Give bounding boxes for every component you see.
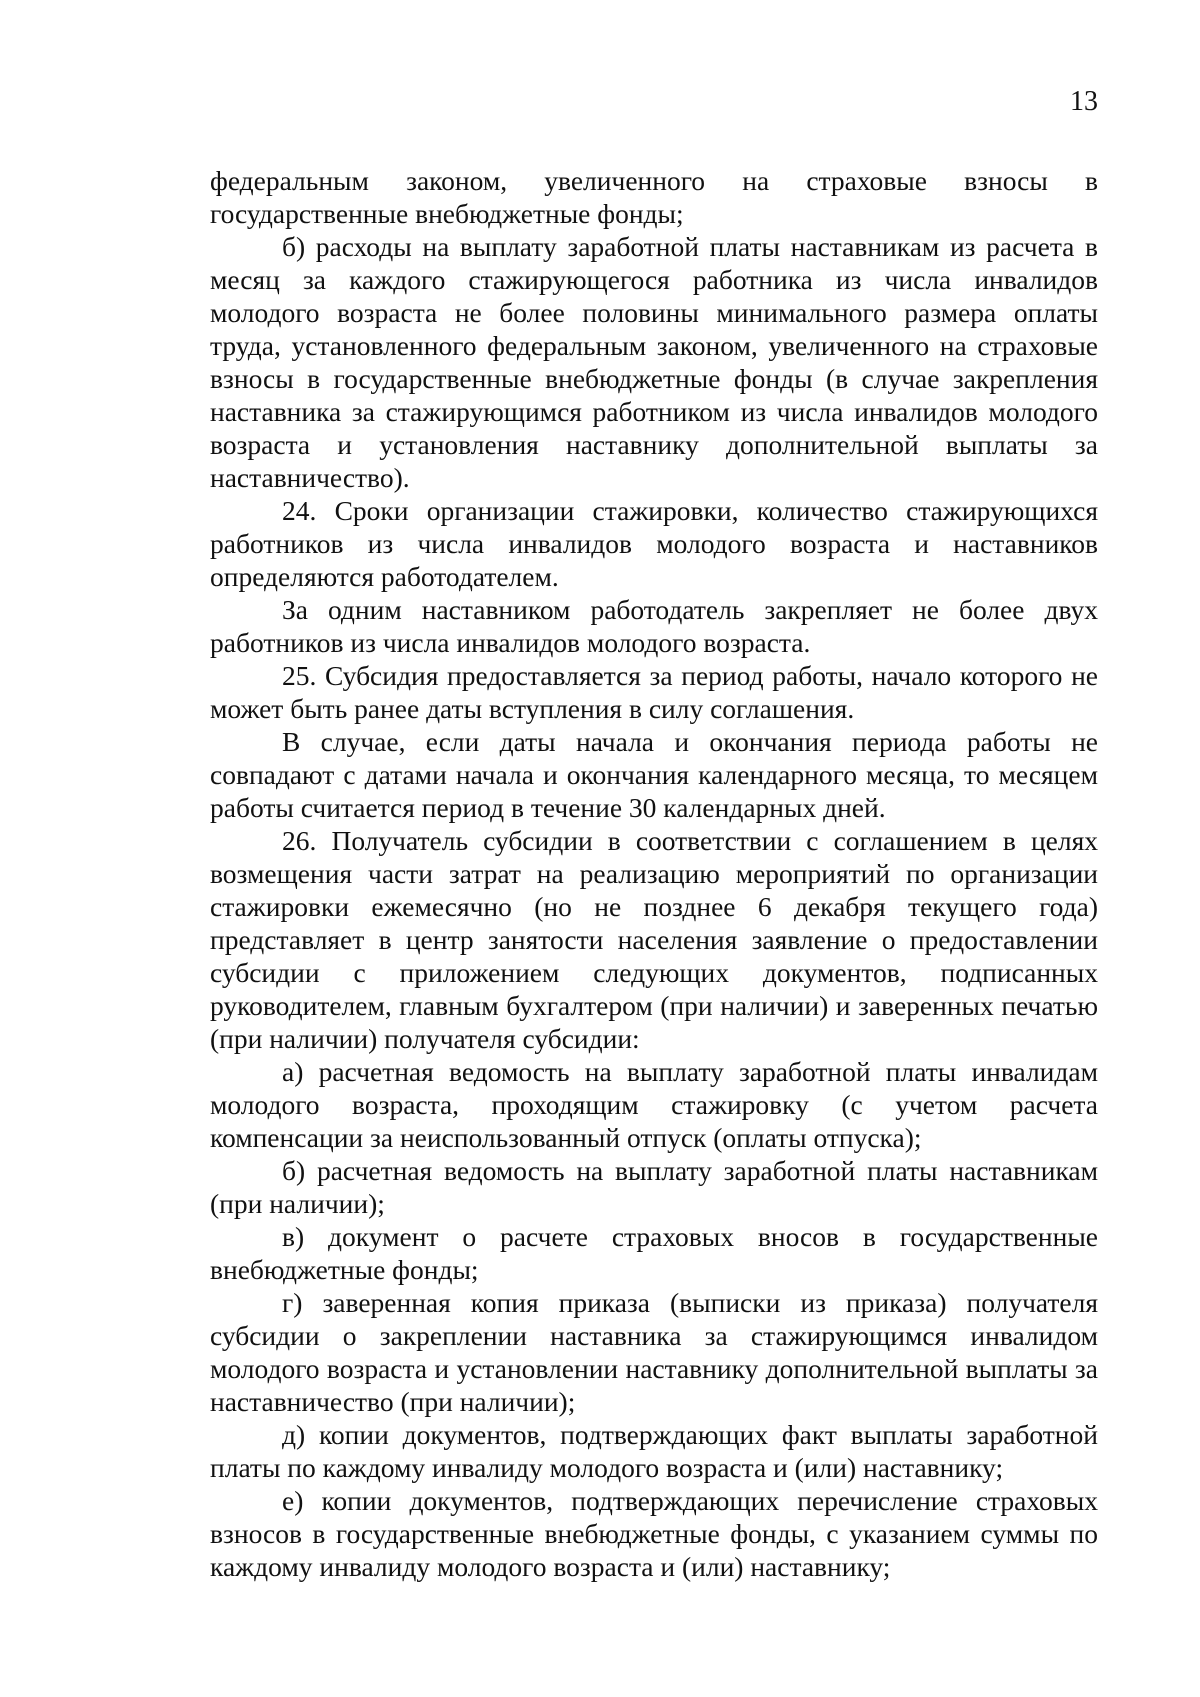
paragraph-item-a: а) расчетная ведомость на выплату заработной платы инвалидам молодого возраста, проходящим стажировку (с учетом расчета компенсации за неиспользованный отпуск (оплаты отпуска); <box>210 1056 1098 1153</box>
document-body <box>210 164 1098 1583</box>
page-number: 13 <box>1070 86 1098 117</box>
paragraph-mentor-limit: За одним наставником работодатель закрепляет не более двух работников из числа инвалидов молодого возраста. <box>210 594 1098 658</box>
paragraph-item-v: в) документ о расчете страховых вносов в государственные внебюджетные фонды; <box>210 1221 1098 1285</box>
paragraph-item-e: е) копии документов, подтверждающих перечисление страховых взносов в государственные внебюджетные фонды, с указанием суммы по каждому инвалиду молодого возраста и (или) наставнику; <box>210 1485 1098 1582</box>
paragraph-item-b-mentor-salary: б) расходы на выплату заработной платы наставникам из расчета в месяц за каждого стажирующегося работника из числа инвалидов молодого возраста не более половины минимального размера оплаты труда, установленного федеральным законом, увеличенного на страховые взносы в государственные внебюджетные фонды (в случае закрепления наставника за стажирующимся работником из числа инвалидов молодого возраста и установления наставнику дополнительной выплаты за наставничество). <box>210 231 1098 493</box>
paragraph-item-d: д) копии документов, подтверждающих факт выплаты заработной платы по каждому инвалиду молодого возраста и (или) наставнику; <box>210 1419 1098 1483</box>
paragraph-item-b: б) расчетная ведомость на выплату заработной платы наставникам (при наличии); <box>210 1155 1098 1219</box>
paragraph-25: 25. Субсидия предоставляется за период работы, начало которого не может быть ранее даты вступления в силу соглашения. <box>210 660 1098 724</box>
paragraph-continuation: федеральным законом, увеличенного на страховые взносы в государственные внебюджетные фонды; <box>210 165 1098 229</box>
paragraph-item-g: г) заверенная копия приказа (выписки из приказа) получателя субсидии о закреплении наставника за стажирующимся инвалидом молодого возраста и установлении наставнику дополнительной выплаты за наставничество (при наличии); <box>210 1287 1098 1417</box>
paragraph-24: 24. Сроки организации стажировки, количество стажирующихся работников из числа инвалидов молодого возраста и наставников определяются работодателем. <box>210 495 1098 592</box>
paragraph-work-month: В случае, если даты начала и окончания периода работы не совпадают с датами начала и окончания календарного месяца, то месяцем работы считается период в течение 30 календарных дней. <box>210 726 1098 823</box>
paragraph-26: 26. Получатель субсидии в соответствии с соглашением в целях возмещения части затрат на реализацию мероприятий по организации стажировки ежемесячно (но не позднее 6 декабря текущего года) представляет в центр занятости населения заявление о предоставлении субсидии с приложением следующих документов, подписанных руководителем, главным бухгалтером (при наличии) и заверенных печатью (при наличии) получателя субсидии: <box>210 825 1098 1054</box>
